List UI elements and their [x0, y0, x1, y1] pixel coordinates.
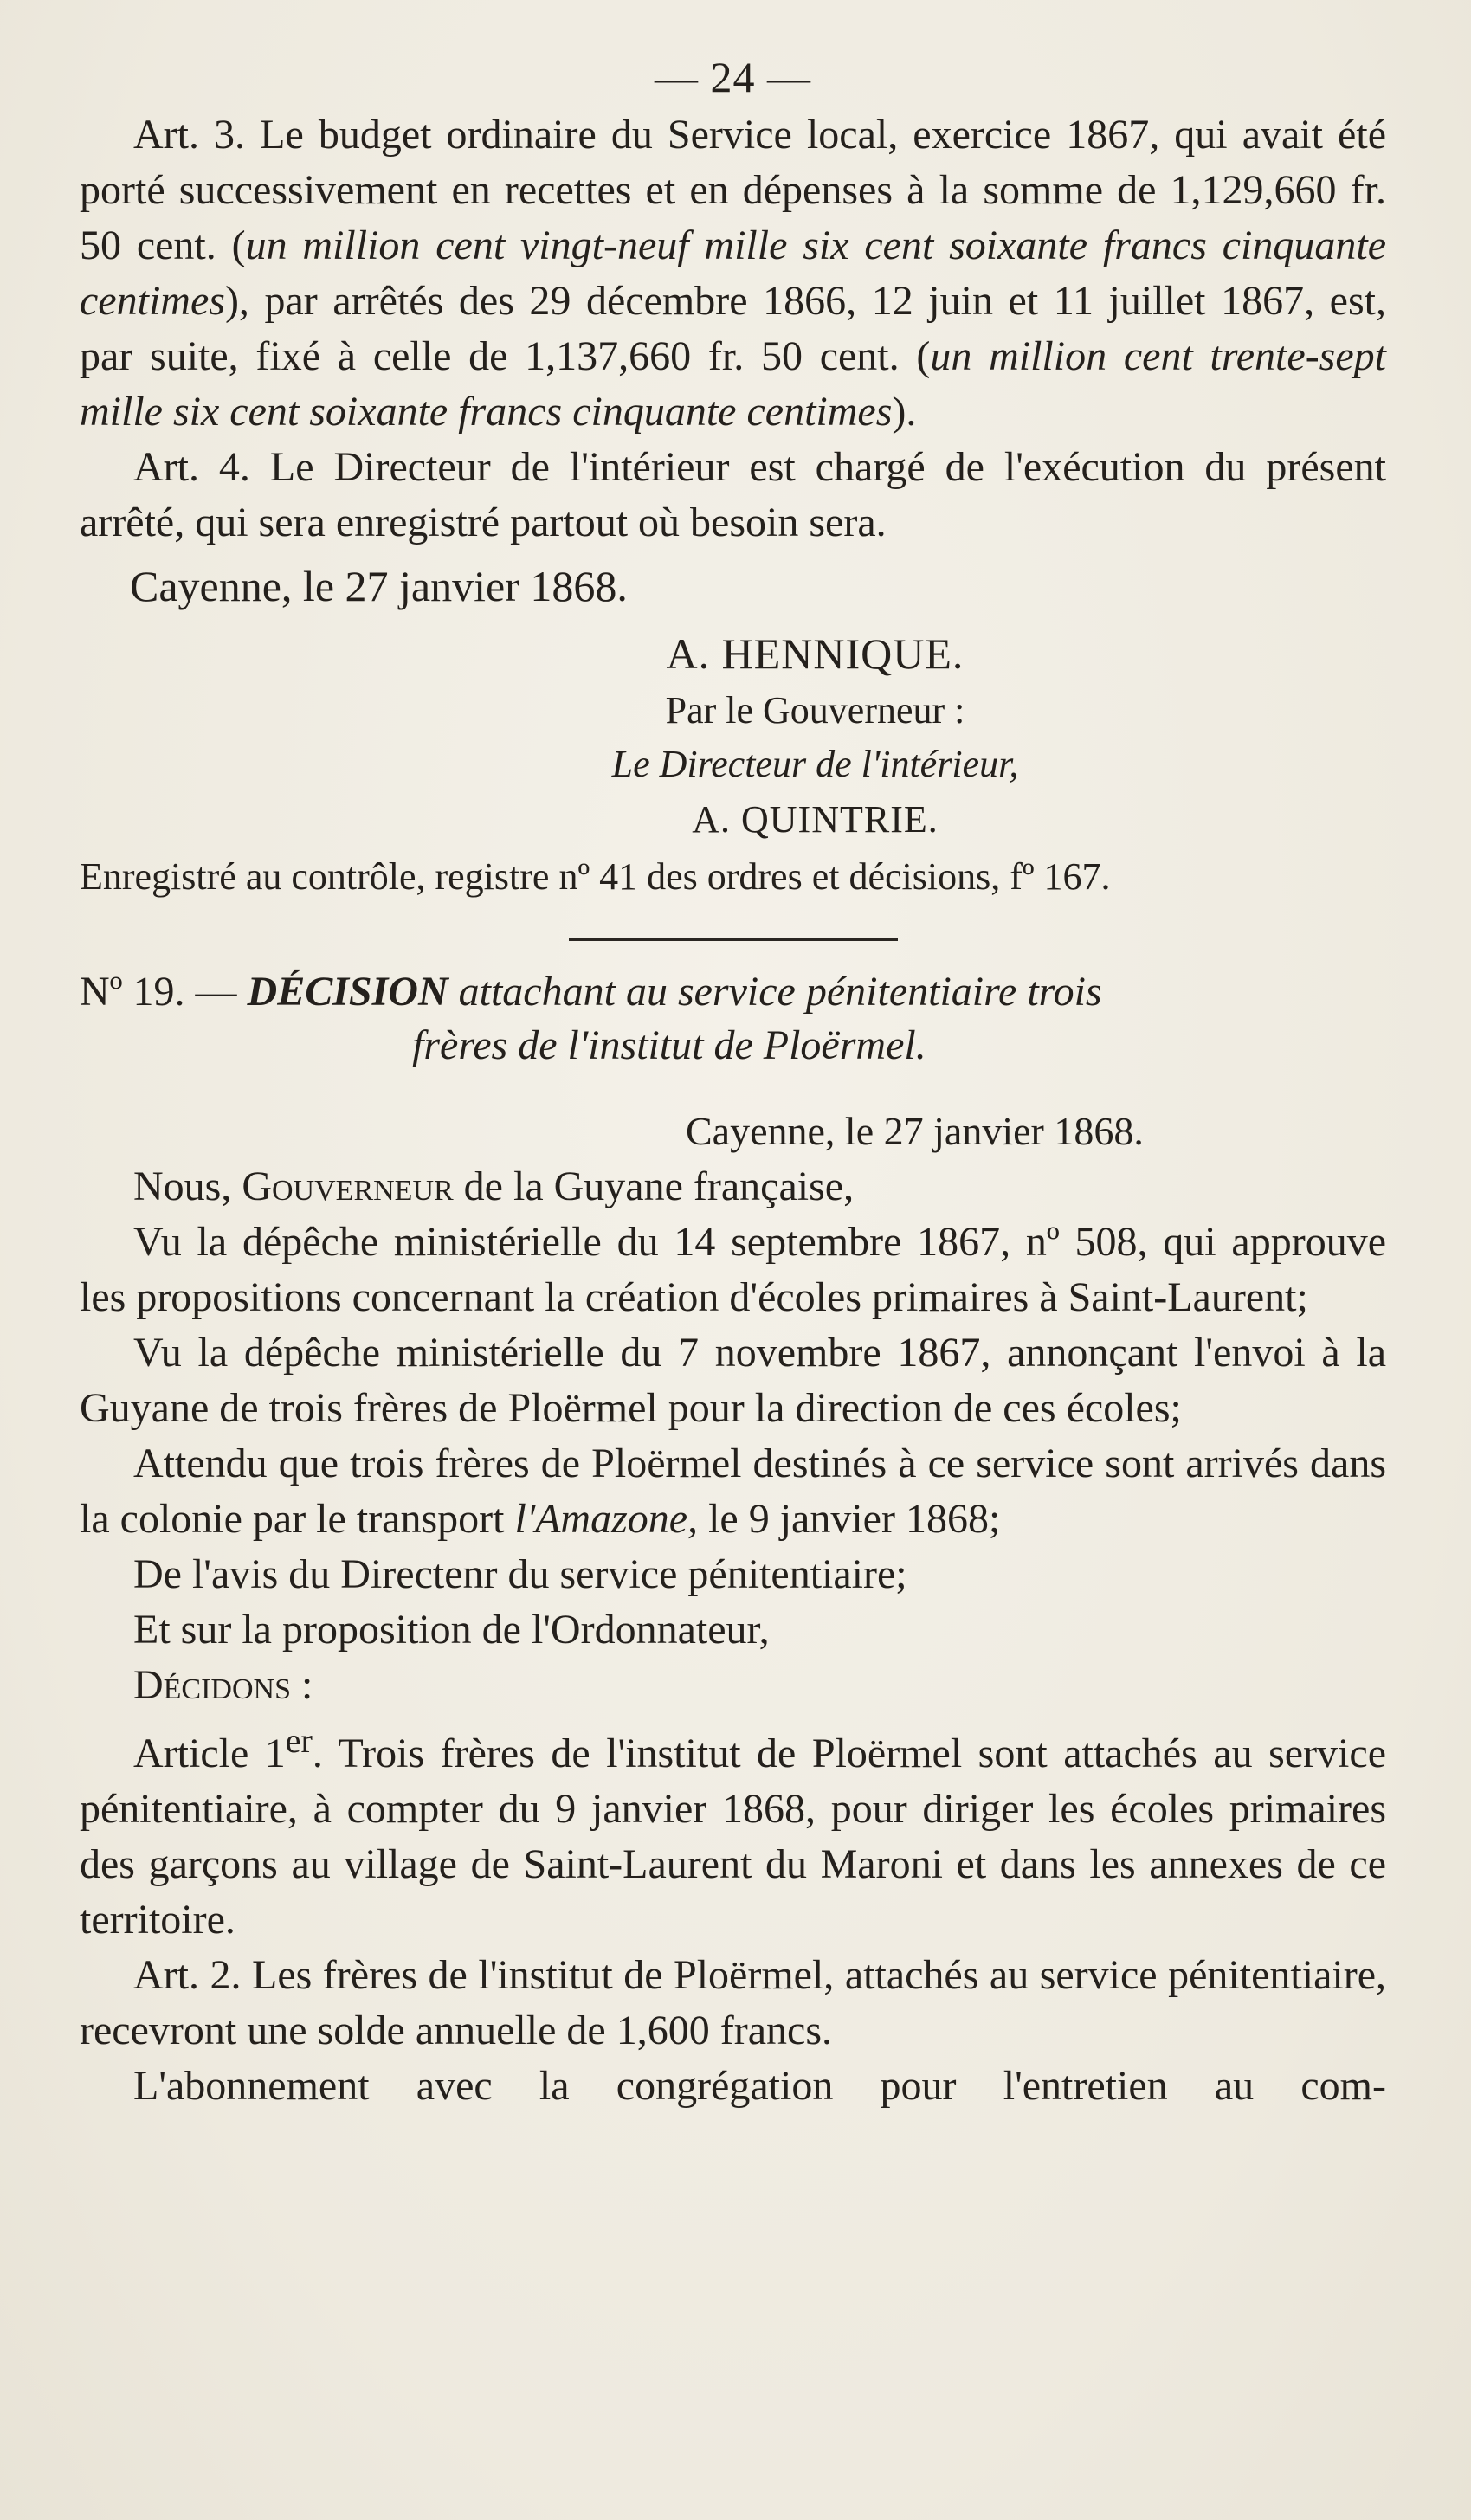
section-divider [569, 938, 898, 941]
decision-title: Nº 19. — DÉCISION attachant au service pénitentiaire trois [80, 969, 1102, 1015]
registration-note: Enregistré au contrôle, registre nº 41 des ordres et décisions, fº 167. [80, 855, 1111, 898]
considerant-attendu: Attendu que trois frères de Ploërmel destinés à ce service sont arrivés dans la colonie par le transport l'Amazone, le 9 janvier 1868; [80, 1440, 1386, 1542]
signatory-name: A. HENNIQUE. [666, 629, 965, 678]
decision-subtitle: frères de l'institut de Ploërmel. [412, 1022, 926, 1068]
considerant-avis: De l'avis du Directenr du service pénitentiaire; [133, 1551, 907, 1597]
considerant-vu-1: Vu la dépêche ministérielle du 14 septembre 1867, nº 508, qui approuve les propositions concernant la création d'écoles primaires à Saint-Laurent; [80, 1219, 1386, 1320]
arrete-date: Cayenne, le 27 janvier 1868. [130, 562, 628, 610]
preamble-nous: Nous, Gouverneur de la Guyane française, [133, 1163, 855, 1209]
article-3: Art. 3. Le budget ordinaire du Service local, exercice 1867, qui avait été porté successivement en recettes et en dépenses à la somme de 1,129,660 fr. 50 cent. (un million cent vingt-neuf mille six cent soixante francs cinquante centimes), par arrêtés des 29 décembre 1866, 12 juin et 11 juillet 1867, est, par suite, fixé à celle de 1,137,660 fr. 50 cent. (un million cent trente-sept mille six cent soixante francs cinquante centimes). [80, 112, 1386, 435]
signatory-par: Par le Gouverneur : [665, 689, 965, 732]
page-number: — 24 — [655, 53, 811, 101]
signatory-role: Le Directeur de l'intérieur, [611, 743, 1019, 785]
article-2: Art. 2. Les frères de l'institut de Ploërmel, attachés au service pénitentiaire, recevront une solde annuelle de 1,600 francs. [80, 1952, 1386, 2053]
abonnement-paragraph: L'abonnement avec la congrégation pour l'entretien au com- [133, 2063, 1386, 2109]
decidons-heading: Décidons : [133, 1662, 313, 1708]
countersignatory-name: A. QUINTRIE. [692, 798, 939, 841]
article-1: Article 1er. Trois frères de l'institut de Ploërmel sont attachés au service pénitentiaire, à compter du 9 janvier 1868, pour diriger les écoles primaires des garçons au village de Saint-Laurent du Maroni et dans les annexes de ce territoire. [80, 1721, 1387, 1943]
considerant-vu-2: Vu la dépêche ministérielle du 7 novembre 1867, annonçant l'envoi à la Guyane de trois frères de Ploërmel pour la direction de ces écoles; [80, 1330, 1386, 1431]
considerant-proposition: Et sur la proposition de l'Ordonnateur, [133, 1607, 770, 1653]
article-4: Art. 4. Le Directeur de l'intérieur est chargé de l'exécution du présent arrêté, qui sera enregistré partout où besoin sera. [80, 444, 1386, 545]
decision-date: Cayenne, le 27 janvier 1868. [686, 1109, 1144, 1153]
